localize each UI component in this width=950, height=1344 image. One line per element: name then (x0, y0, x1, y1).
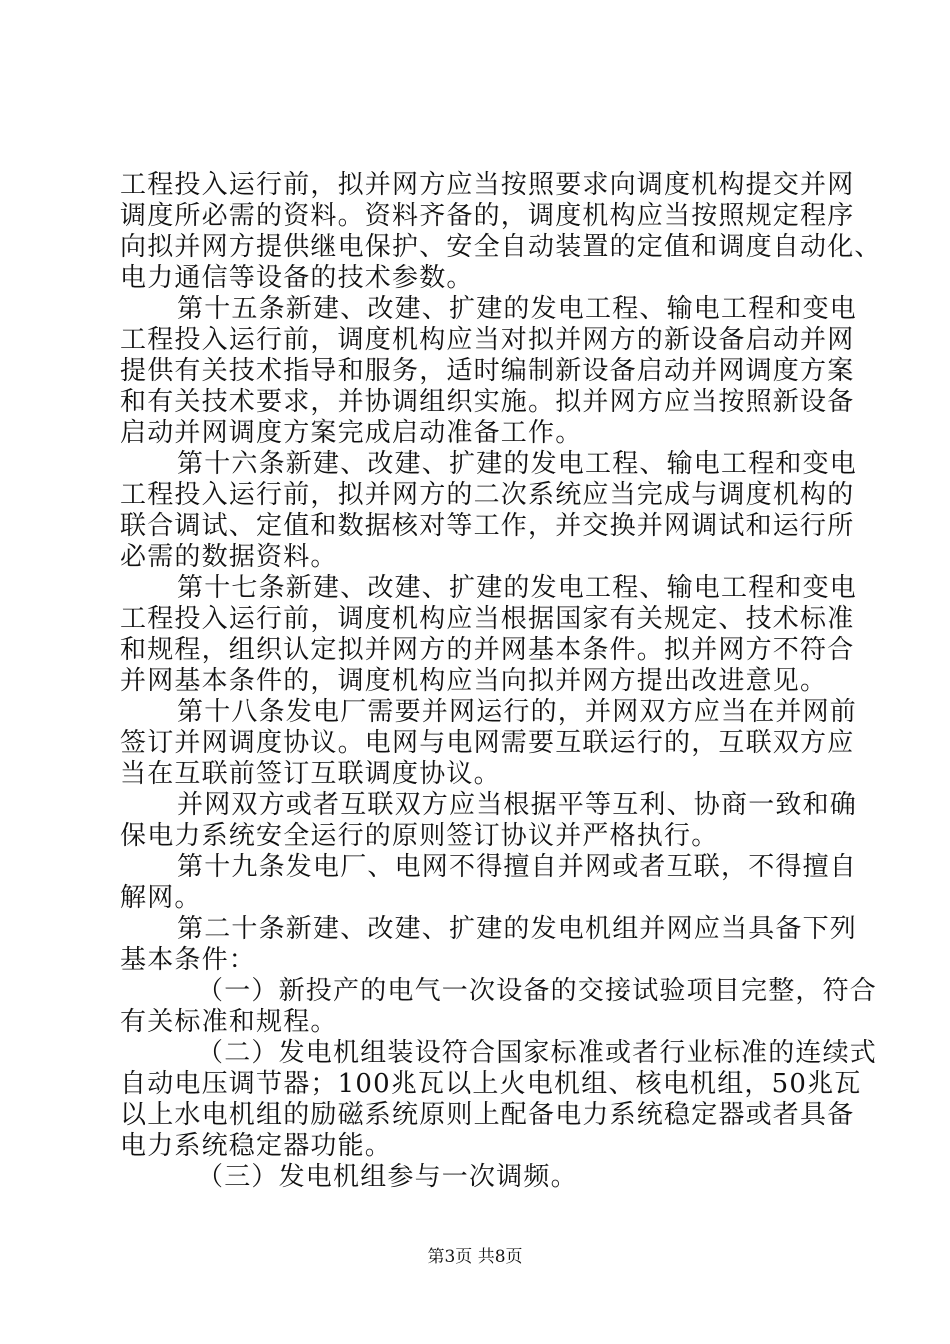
text-line: 启动并网调度方案完成启动准备工作。 (120, 418, 583, 448)
text-line: 保电力系统安全运行的原则签订协议并严格执行。 (120, 821, 719, 851)
paragraph-start: 并网双方或者互联双方应当根据平等互利、协商一致和确 (177, 790, 858, 820)
text-line: 提供有关技术指导和服务，适时编制新设备启动并网调度方案 (120, 356, 855, 386)
article-20-start: 第二十条新建、改建、扩建的发电机组并网应当具备下列 (177, 914, 858, 944)
article-15-start: 第十五条新建、改建、扩建的发电工程、输电工程和变电 (177, 294, 858, 324)
item-2-start: （二）发电机组装设符合国家标准或者行业标准的连续式 (197, 1038, 878, 1068)
text-line: 和规程，组织认定拟并网方的并网基本条件。拟并网方不符合 (120, 635, 855, 665)
text-line: 基本条件： (120, 945, 257, 975)
article-18-start: 第十八条发电厂需要并网运行的，并网双方应当在并网前 (177, 697, 858, 727)
text-line: 并网基本条件的，调度机构应当向拟并网方提出改进意见。 (120, 666, 828, 696)
text-line: 调度所必需的资料。资料齐备的，调度机构应当按照规定程序 (120, 201, 855, 231)
item-3-start: （三）发电机组参与一次调频。 (197, 1162, 578, 1192)
article-19-start: 第十九条发电厂、电网不得擅自并网或者互联，不得擅自 (177, 852, 858, 882)
item-1-start: （一）新投产的电气一次设备的交接试验项目完整，符合 (197, 976, 878, 1006)
text-line: 向拟并网方提供继电保护、安全自动装置的定值和调度自动化、 (120, 232, 882, 262)
article-17-start: 第十七条新建、改建、扩建的发电工程、输电工程和变电 (177, 573, 858, 603)
page-number-footer: 第3页 共8页 (427, 1247, 523, 1267)
text-line: 自动电压调节器；100兆瓦以上火电机组、核电机组，50兆瓦 (120, 1069, 862, 1099)
text-line: 工程投入运行前，调度机构应当对拟并网方的新设备启动并网 (120, 325, 855, 355)
text-line: 签订并网调度协议。电网与电网需要互联运行的，互联双方应 (120, 728, 855, 758)
text-line: 解网。 (120, 883, 202, 913)
text-line: 电力通信等设备的技术参数。 (120, 263, 474, 293)
document-body (120, 170, 882, 1193)
text-line: 电力系统稳定器功能。 (120, 1131, 393, 1161)
text-line: 必需的数据资料。 (120, 542, 338, 572)
text-line: 以上水电机组的励磁系统原则上配备电力系统稳定器或者具备 (120, 1100, 855, 1130)
text-line: 联合调试、定值和数据核对等工作，并交换并网调试和运行所 (120, 511, 855, 541)
text-line: 工程投入运行前，拟并网方应当按照要求向调度机构提交并网 (120, 170, 855, 200)
text-line: 当在互联前签订互联调度协议。 (120, 759, 501, 789)
text-line: 和有关技术要求，并协调组织实施。拟并网方应当按照新设备 (120, 387, 855, 417)
text-line: 工程投入运行前，拟并网方的二次系统应当完成与调度机构的 (120, 480, 855, 510)
text-line: 工程投入运行前，调度机构应当根据国家有关规定、技术标准 (120, 604, 855, 634)
article-16-start: 第十六条新建、改建、扩建的发电工程、输电工程和变电 (177, 449, 858, 479)
text-line: 有关标准和规程。 (120, 1007, 338, 1037)
